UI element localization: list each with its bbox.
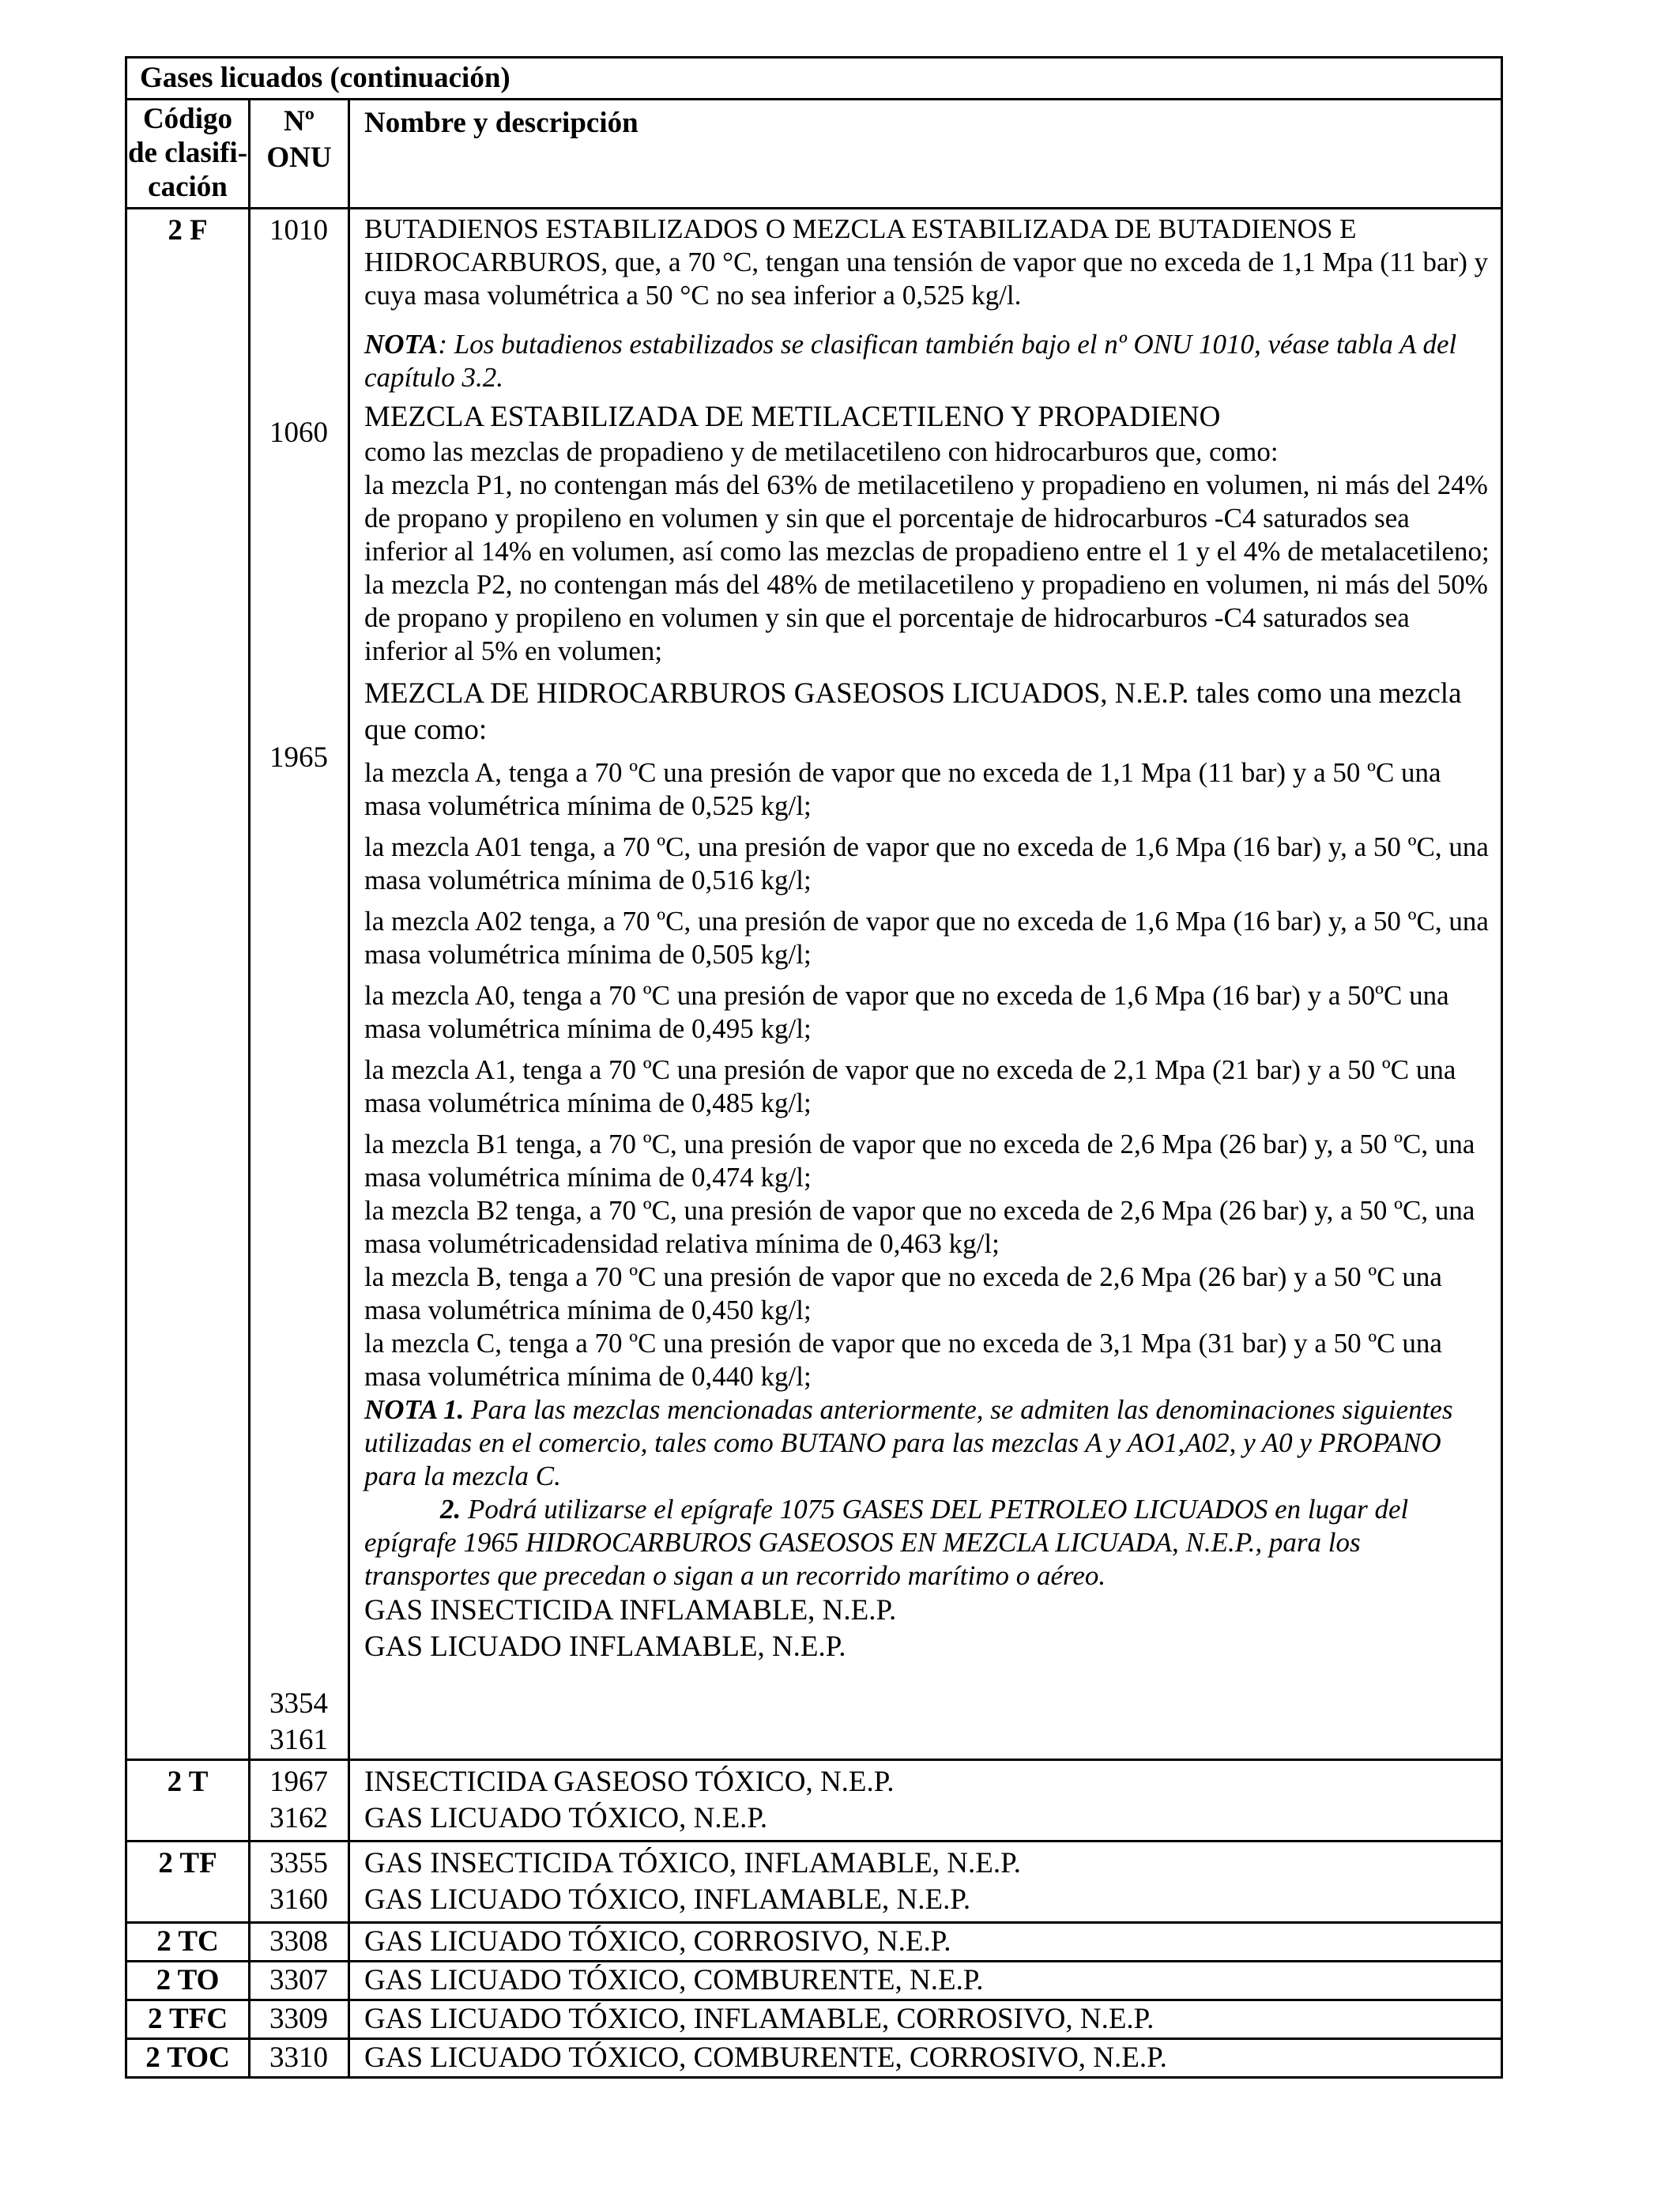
onu-1967: 1967	[269, 1766, 328, 1798]
onu-cell-2f	[250, 209, 349, 1760]
entry-1967-name: INSECTICIDA GASEOSO TÓXICO, N.E.P.	[364, 1766, 895, 1798]
entry-1010-text: BUTADIENOS ESTABILIZADOS O MEZCLA ESTABILIZADA DE BUTADIENOS E HIDROCARBUROS, que, a 70 °C, tengan una tensión de vapor que no exceda de 1,1 Mpa (11 bar) y cuya masa volumétrica a 50 °C no sea inferior a 0,525 kg/l.	[364, 213, 1489, 311]
name-cell-2tfc	[349, 2000, 1502, 2039]
onu-3161: 3161	[269, 1724, 328, 1756]
entry-1965-mix-c: la mezcla C, tenga a 70 ºC una presión de vapor que no exceda de 3,1 Mpa (31 bar) y a 50 ºC una masa volumétrica mínima de 0,440 kg/l;	[364, 1328, 1442, 1392]
entry-1060-mix-p1: la mezcla P1, no contengan más del 63% de metilacetileno y propadieno en volumen, ni más del 24% de propano y propileno en volumen y sin que el porcentaje de hidrocarburos -C4 saturados sea inferior al 14% en volumen, así como las mezclas de propadieno entre el 1 y el 4% de metalacetileno;	[364, 469, 1490, 567]
entry-1965-mix-b: la mezcla B, tenga a 70 ºC una presión de vapor que no exceda de 2,6 Mpa (26 bar) y a 50 ºC una masa volumétrica mínima de 0,450 kg/l;	[364, 1261, 1442, 1325]
entry-1965-mix-a01: la mezcla A01 tenga, a 70 ºC, una presión de vapor que no exceda de 1,6 Mpa (16 bar) y, a 50 ºC, una masa volumétrica mínima de 0,516 kg/l;	[364, 831, 1489, 895]
header-onu-line1: Nº	[284, 105, 315, 138]
onu-cell-2t	[250, 1760, 349, 1842]
entry-1965-mix-b1: la mezcla B1 tenga, a 70 ºC, una presión de vapor que no exceda de 2,6 Mpa (26 bar) y, a 50 ºC, una masa volumétrica mínima de 0,474 kg/l;	[364, 1129, 1475, 1193]
entry-3161-name: GAS LICUADO INFLAMABLE, N.E.P.	[364, 1630, 846, 1663]
entry-3307-name: GAS LICUADO TÓXICO, COMBURENTE, N.E.P.	[364, 1964, 984, 1996]
classification-table	[125, 56, 1503, 2079]
table-title-row	[126, 58, 1502, 100]
onu-cell-2tf	[250, 1842, 349, 1923]
entry-3309-name: GAS LICUADO TÓXICO, INFLAMABLE, CORROSIVO, N.E.P.	[364, 2003, 1155, 2035]
entry-1010-note-label: NOTA	[364, 329, 439, 360]
entry-1965-note1	[364, 1393, 1490, 1493]
table-row-2tc	[126, 1923, 1502, 1962]
header-code-line1: Código	[142, 103, 233, 135]
table-row-2t	[126, 1760, 1502, 1842]
code-cell-2f	[126, 209, 250, 1760]
onu-3310: 3310	[269, 2041, 328, 2074]
entry-1965-mix-a: la mezcla A, tenga a 70 ºC una presión de vapor que no exceda de 1,1 Mpa (11 bar) y a 50 ºC una masa volumétrica mínima de 0,525 kg/l;	[364, 757, 1441, 821]
onu-3354: 3354	[269, 1687, 328, 1720]
table-row-2tf	[126, 1842, 1502, 1923]
name-cell-2f	[349, 209, 1502, 1760]
entry-1965-mix-a0: la mezcla A0, tenga a 70 ºC una presión de vapor que no exceda de 1,6 Mpa (16 bar) y a 50ºC una masa volumétrica mínima de 0,495 kg/l;	[364, 980, 1449, 1044]
table-row-2toc	[126, 2039, 1502, 2078]
code-cell-2tfc	[126, 2000, 250, 2039]
onu-3355: 3355	[269, 1847, 328, 1879]
entry-1060-intro: como las mezclas de propadieno y de metilacetileno con hidrocarburos que, como:	[364, 436, 1279, 467]
onu-1010: 1010	[269, 214, 328, 247]
code-2tc: 2 TC	[156, 1925, 219, 1958]
table-row-2to	[126, 1962, 1502, 2000]
entry-1965-mix-b2: la mezcla B2 tenga, a 70 ºC, una presión de vapor que no exceda de 2,6 Mpa (26 bar) y, a 50 ºC, una masa volumétricadensidad relativa mínima de 0,463 kg/l;	[364, 1195, 1475, 1259]
name-cell-2toc	[349, 2039, 1502, 2078]
name-cell-2tf	[349, 1842, 1502, 1923]
code-cell-2to	[126, 1962, 250, 2000]
onu-3160: 3160	[269, 1883, 328, 1916]
entry-1965-note1-label: NOTA 1.	[364, 1394, 465, 1425]
code-2tf: 2 TF	[158, 1847, 217, 1879]
onu-3309: 3309	[269, 2003, 328, 2035]
code-cell-2tc	[126, 1923, 250, 1962]
entry-1965-mix-a02: la mezcla A02 tenga, a 70 ºC, una presión de vapor que no exceda de 1,6 Mpa (16 bar) y, a 50 ºC, una masa volumétrica mínima de 0,505 kg/l;	[364, 906, 1489, 970]
header-code-line3: cación	[148, 171, 228, 203]
entry-1965-note1-text: Para las mezclas mencionadas anteriormente, se admiten las denominaciones siguientes utilizadas en el comercio, tales como BUTANO para las mezclas A y AO1,A02, y A0 y PROPANO para la mezcla C.	[364, 1394, 1453, 1491]
table-row-2tfc	[126, 2000, 1502, 2039]
entry-3160-name: GAS LICUADO TÓXICO, INFLAMABLE, N.E.P.	[364, 1883, 971, 1916]
header-onu-cell	[250, 100, 349, 209]
code-2to: 2 TO	[156, 1964, 220, 1996]
name-cell-2to	[349, 1962, 1502, 2000]
entry-1060-title: MEZCLA ESTABILIZADA DE METILACETILENO Y PROPADIENO	[364, 401, 1221, 433]
entry-1010-note	[364, 328, 1490, 394]
entry-3310-name: GAS LICUADO TÓXICO, COMBURENTE, CORROSIVO, N.E.P.	[364, 2041, 1167, 2074]
entry-3308-name: GAS LICUADO TÓXICO, CORROSIVO, N.E.P.	[364, 1925, 951, 1958]
onu-3307: 3307	[269, 1964, 328, 1996]
entry-3354-name: GAS INSECTICIDA INFLAMABLE, N.E.P.	[364, 1594, 897, 1627]
header-name-cell: Nombre y descripción	[349, 100, 1502, 209]
entry-3355-name: GAS INSECTICIDA TÓXICO, INFLAMABLE, N.E.P.	[364, 1847, 1021, 1879]
code-cell-2t	[126, 1760, 250, 1842]
header-code-cell	[126, 100, 250, 209]
entry-1965-title: MEZCLA DE HIDROCARBUROS GASEOSOS LICUADOS, N.E.P. tales como una mezcla que como:	[364, 677, 1462, 746]
code-2tfc: 2 TFC	[147, 2003, 228, 2035]
onu-1965: 1965	[269, 741, 328, 774]
onu-cell-2tfc	[250, 2000, 349, 2039]
code-2toc: 2 TOC	[145, 2041, 230, 2074]
entry-1965-note2-label: 2.	[440, 1494, 461, 1525]
table-title: Gases licuados (continuación)	[126, 58, 1502, 100]
name-cell-2t	[349, 1760, 1502, 1842]
code-2t: 2 T	[167, 1766, 209, 1798]
table-row-2f	[126, 209, 1502, 1760]
onu-cell-2tc	[250, 1923, 349, 1962]
onu-3162: 3162	[269, 1802, 328, 1834]
code-cell-2toc	[126, 2039, 250, 2078]
name-cell-2tc	[349, 1923, 1502, 1962]
header-row	[126, 100, 1502, 209]
onu-3308: 3308	[269, 1925, 328, 1958]
header-code-line2: de clasifi-	[127, 137, 248, 169]
onu-1060: 1060	[269, 417, 328, 449]
entry-1060-mix-p2: la mezcla P2, no contengan más del 48% de metilacetileno y propadieno en volumen, ni más del 50% de propano y propileno en volumen y sin que el porcentaje de hidrocarburos -C4 saturados sea inferior al 5% en volumen;	[364, 569, 1488, 666]
header-onu-line2: ONU	[266, 141, 332, 174]
entry-1010-note-text: : Los butadienos estabilizados se clasifican también bajo el nº ONU 1010, véase tabla A del capítulo 3.2.	[364, 329, 1457, 393]
code-cell-2tf	[126, 1842, 250, 1923]
entry-1965-note2-text: Podrá utilizarse el epígrafe 1075 GASES DEL PETROLEO LICUADOS en lugar del epígrafe 1965 HIDROCARBUROS GASEOSOS EN MEZCLA LICUADA, N.E.P., para los transportes que precedan o sigan a un recorrido marítimo o aéreo.	[364, 1494, 1409, 1591]
onu-cell-2to	[250, 1962, 349, 2000]
entry-3162-name: GAS LICUADO TÓXICO, N.E.P.	[364, 1802, 768, 1834]
onu-cell-2toc	[250, 2039, 349, 2078]
entry-1965-note2	[364, 1493, 1490, 1593]
entry-1965-mix-a1: la mezcla A1, tenga a 70 ºC una presión de vapor que no exceda de 2,1 Mpa (21 bar) y a 50 ºC una masa volumétrica mínima de 0,485 kg/l;	[364, 1054, 1456, 1118]
code-2f: 2 F	[168, 214, 208, 247]
